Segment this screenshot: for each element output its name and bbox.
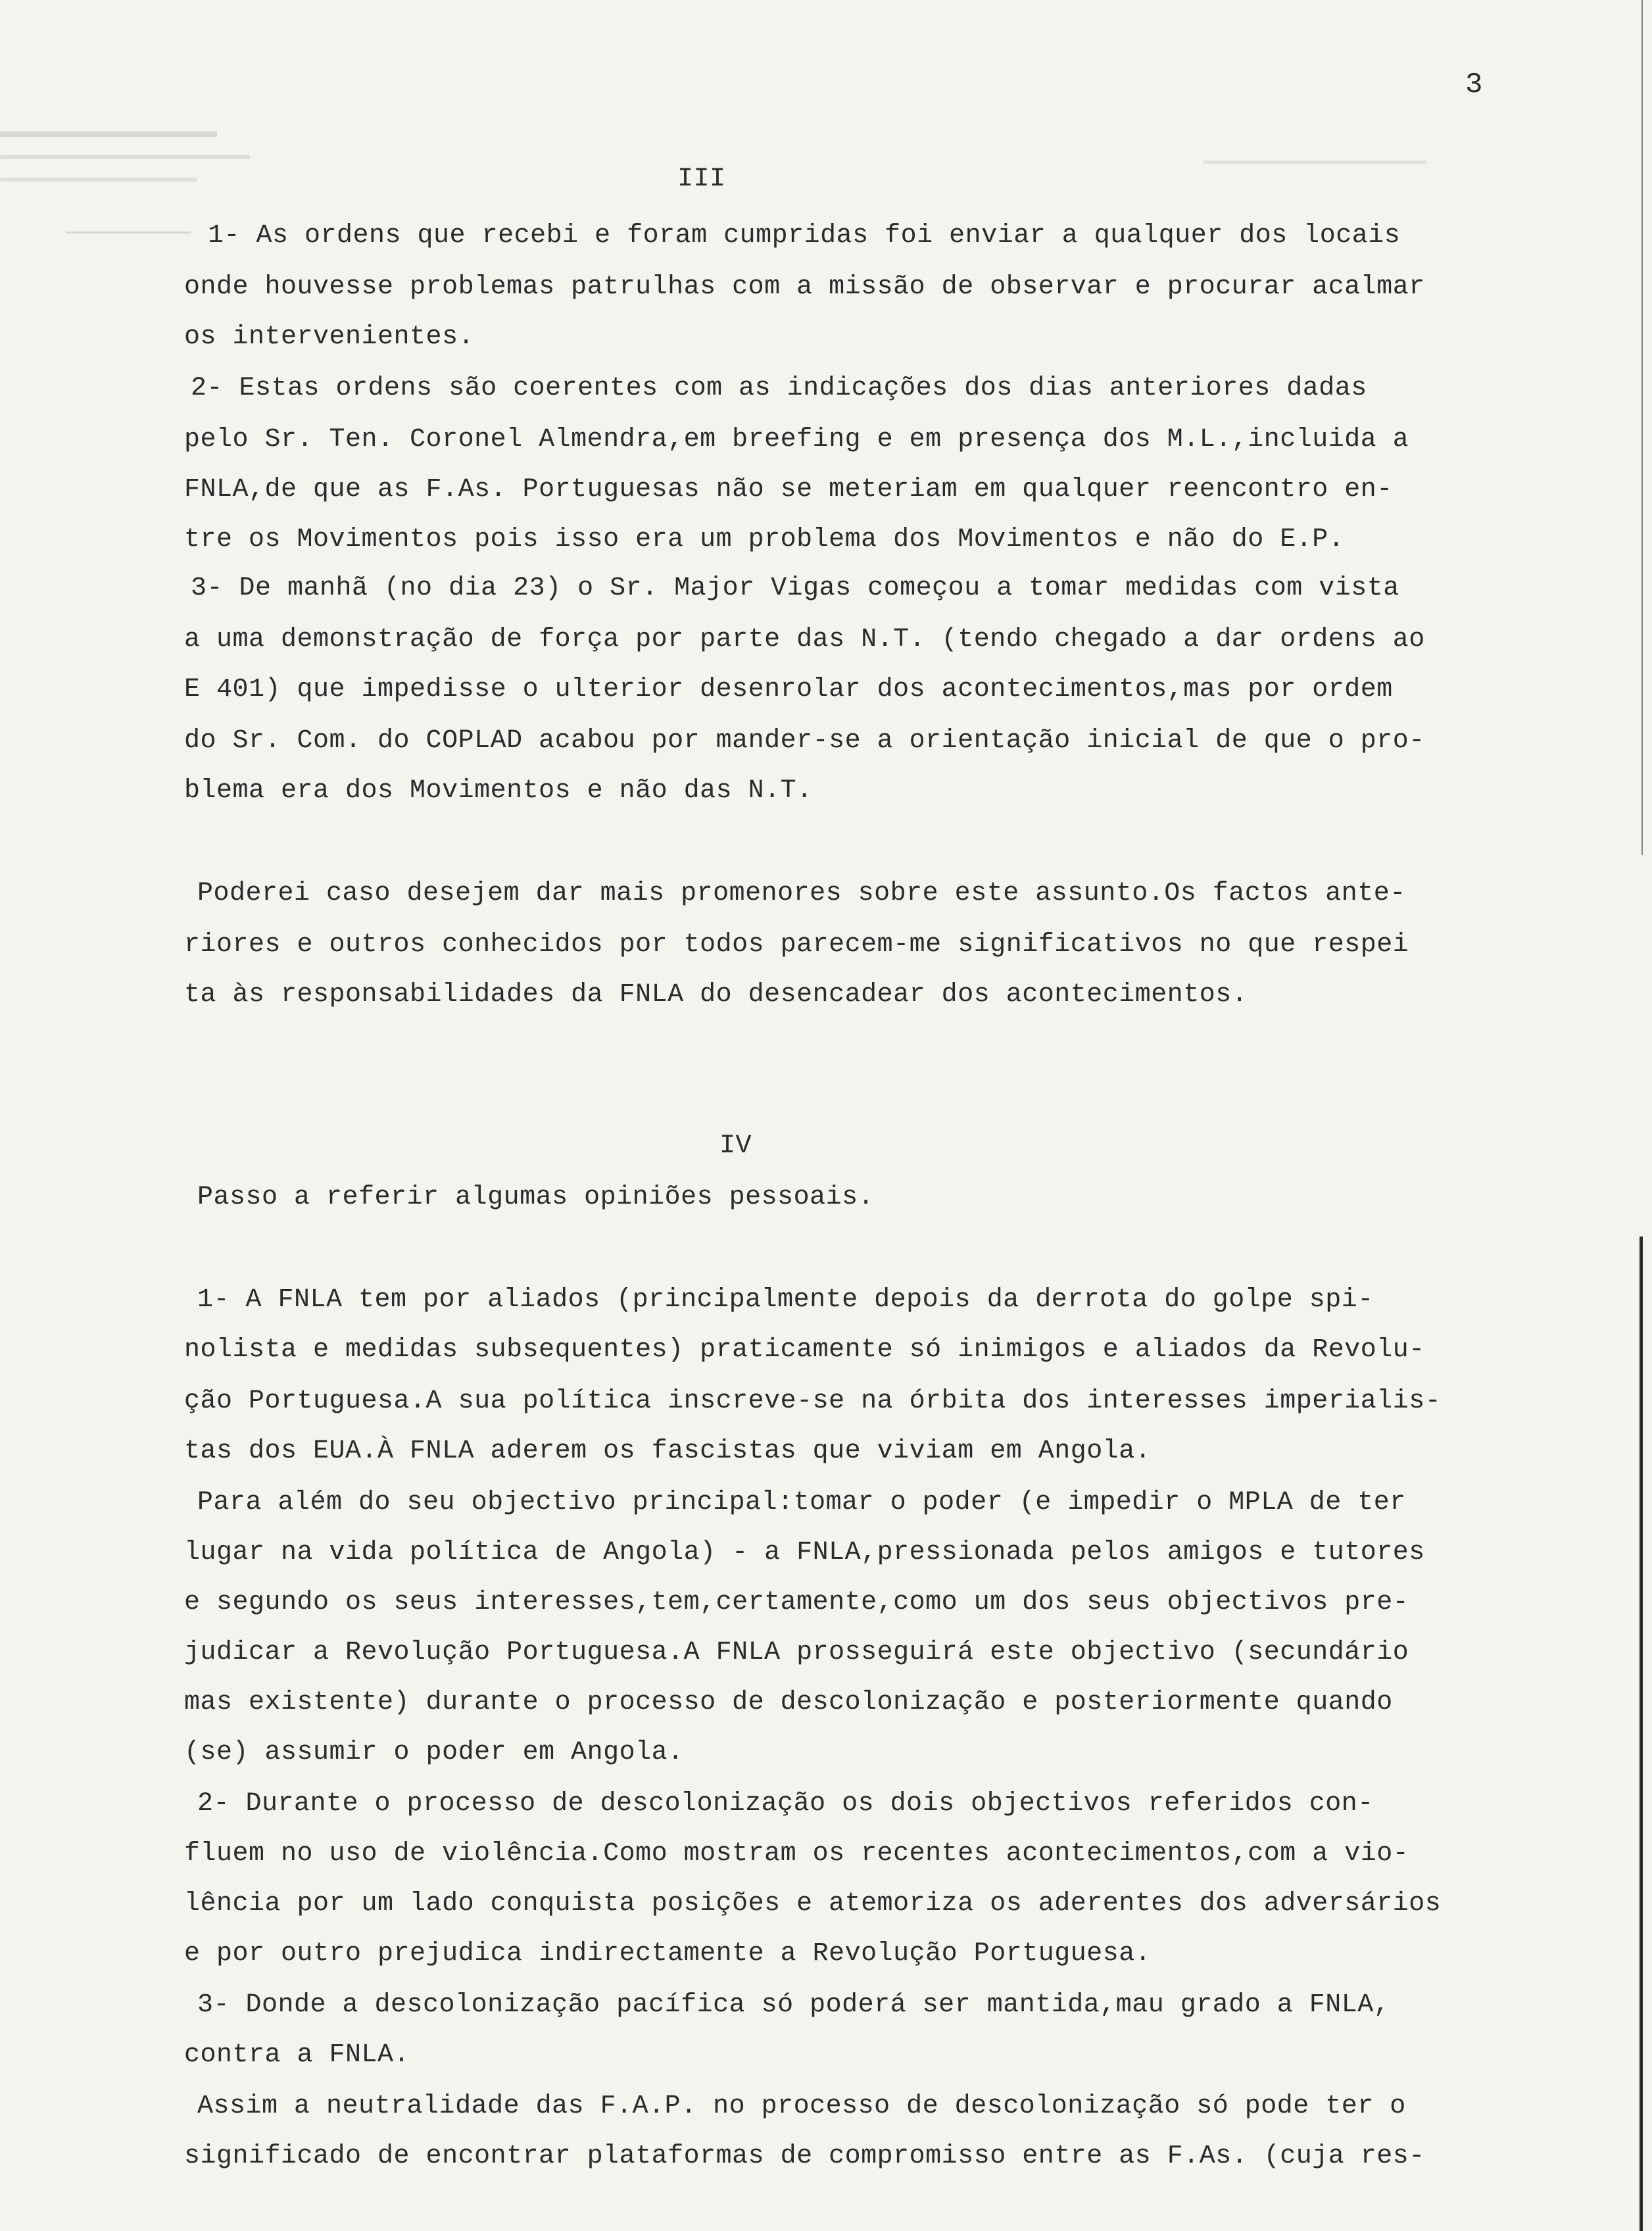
scan-smudge — [0, 155, 250, 159]
text-line: do Sr. Com. do COPLAD acabou por mander-se a orientação inicial de que o pro- — [184, 726, 1425, 756]
text-line: FNLA,de que as F.As. Portuguesas não se meteriam em qualquer reencontro en- — [184, 475, 1393, 504]
text-line: e segundo os seus interesses,tem,certamente,como um dos seus objectivos pre- — [184, 1588, 1409, 1617]
text-line: pelo Sr. Ten. Coronel Almendra,em breefing e em presença dos M.L.,incluida a — [184, 425, 1409, 454]
text-line: 2- Durante o processo de descolonização os dois objectivos referidos con- — [197, 1789, 1374, 1819]
text-line: a uma demonstração de força por parte das N.T. (tendo chegado a dar ordens ao — [184, 625, 1425, 654]
section-heading-iii: III — [677, 164, 726, 194]
scan-edge-line — [1640, 1237, 1643, 2231]
text-line: 1- As ordens que recebi e foram cumpridas foi enviar a qualquer dos locais — [208, 221, 1401, 251]
text-line: ção Portuguesa.A sua política inscreve-se na órbita dos interesses imperialis- — [184, 1386, 1442, 1416]
text-line: tre os Movimentos pois isso era um problema dos Movimentos e não do E.P. — [184, 525, 1345, 554]
text-line: tas dos EUA.À FNLA aderem os fascistas que viviam em Angola. — [184, 1436, 1152, 1466]
scan-edge-line — [1641, 0, 1643, 855]
text-line: 2- Estas ordens são coerentes com as indicações dos dias anteriores dadas — [191, 374, 1367, 403]
section-heading-iv: IV — [719, 1131, 752, 1161]
text-line: (se) assumir o poder em Angola. — [184, 1738, 684, 1767]
text-line: blema era dos Movimentos e não das N.T. — [184, 776, 813, 806]
scan-smudge — [1203, 160, 1427, 164]
page-number: 3 — [1465, 68, 1483, 101]
text-line: fluem no uso de violência.Como mostram os recentes acontecimentos,com a vio- — [184, 1839, 1409, 1869]
text-line: 3- De manhã (no dia 23) o Sr. Major Vigas começou a tomar medidas com vista — [191, 574, 1399, 603]
text-line: mas existente) durante o processo de descolonização e posteriormente quando — [184, 1688, 1393, 1717]
scan-smudge — [0, 178, 197, 182]
text-line: Para além do seu objectivo principal:tomar o poder (e impedir o MPLA de ter — [197, 1488, 1406, 1517]
text-line: os intervenientes. — [184, 322, 475, 352]
text-line: lugar na vida política de Angola) - a FNLA,pressionada pelos amigos e tutores — [184, 1538, 1425, 1567]
text-line: nolista e medidas subsequentes) praticamente só inimigos e aliados da Revolu- — [184, 1335, 1425, 1365]
scan-smudge — [66, 232, 191, 233]
text-line: Passo a referir algumas opiniões pessoais. — [197, 1183, 875, 1212]
text-line: ta às responsabilidades da FNLA do desencadear dos acontecimentos. — [184, 980, 1248, 1010]
text-line: lência por um lado conquista posições e atemoriza os aderentes dos adversários — [184, 1889, 1442, 1919]
text-line: Poderei caso desejem dar mais promenores sobre este assunto.Os factos ante- — [197, 879, 1406, 908]
text-line: E 401) que impedisse o ulterior desenrolar dos acontecimentos,mas por ordem — [184, 675, 1393, 704]
text-line: Assim a neutralidade das F.A.P. no processo de descolonização só pode ter o — [197, 2092, 1406, 2121]
scan-smudge — [0, 132, 217, 137]
text-line: 3- Donde a descolonização pacífica só poderá ser mantida,mau grado a FNLA, — [197, 1990, 1390, 2020]
text-line: riores e outros conhecidos por todos parecem-me significativos no que respei — [184, 930, 1409, 960]
text-line: significado de encontrar plataformas de compromisso entre as F.As. (cuja res- — [184, 2142, 1425, 2171]
text-line: 1- A FNLA tem por aliados (principalmente depois da derrota do golpe spi- — [197, 1285, 1374, 1315]
text-line: e por outro prejudica indirectamente a Revolução Portuguesa. — [184, 1939, 1152, 1969]
text-line: judicar a Revolução Portuguesa.A FNLA prosseguirá este objectivo (secundário — [184, 1638, 1409, 1667]
text-line: onde houvesse problemas patrulhas com a missão de observar e procurar acalmar — [184, 272, 1425, 302]
text-line: contra a FNLA. — [184, 2040, 410, 2070]
